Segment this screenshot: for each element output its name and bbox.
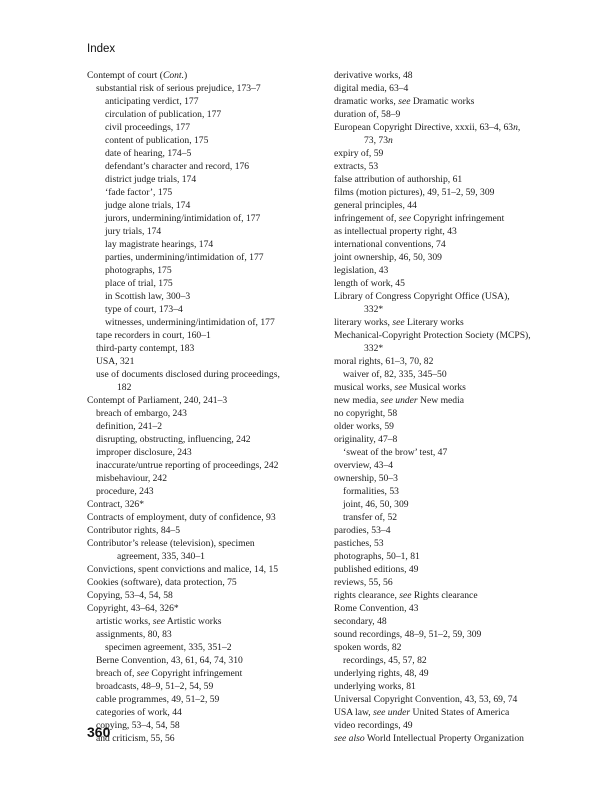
index-entry	[334, 82, 569, 95]
entry-text: duration of, 58–9	[334, 109, 401, 120]
page-header: Index	[87, 43, 116, 55]
index-entry	[87, 251, 327, 264]
entry-text: place of trial, 175	[105, 278, 173, 289]
index-entry	[334, 407, 569, 420]
entry-text: use of documents disclosed during proceedings,	[96, 369, 280, 380]
entry-text: published editions, 49	[334, 564, 419, 575]
entry-text: extracts, 53	[334, 161, 379, 172]
index-entry	[334, 329, 569, 342]
entry-text: substantial risk of serious prejudice, 173–7	[96, 83, 261, 94]
entry-text: Universal Copyright Convention, 43, 53, 69, 74	[334, 694, 518, 705]
entry-text-after: New media	[417, 395, 465, 406]
index-entry	[334, 563, 569, 576]
index-entry	[334, 667, 569, 680]
entry-text: photographs, 175	[105, 265, 172, 276]
entry-text: copying, 53–4, 54, 58	[96, 720, 180, 731]
entry-text: new media,	[334, 395, 381, 406]
entry-text: in Scottish law, 300–3	[105, 291, 191, 302]
entry-italic: see under	[380, 395, 418, 406]
entry-text: secondary, 48	[334, 616, 387, 627]
entry-text: literary works,	[334, 317, 393, 328]
entry-text: Contracts of employment, duty of confidence, 93	[87, 512, 276, 523]
entry-text: artistic works,	[96, 616, 153, 627]
index-entry	[334, 498, 569, 511]
entry-italic: see	[399, 590, 412, 601]
entry-text-after: Copyright infringement	[411, 213, 505, 224]
index-entry	[334, 212, 569, 225]
entry-text-after: )	[184, 70, 188, 81]
index-entry	[334, 290, 569, 303]
index-entry	[87, 329, 327, 342]
entry-text: assignments, 80, 83	[96, 629, 172, 640]
index-entry	[87, 121, 327, 134]
entry-text: disrupting, obstructing, influencing, 242	[96, 434, 251, 445]
entry-text: specimen agreement, 335, 351–2	[105, 642, 232, 653]
index-entry	[87, 134, 327, 147]
entry-text: Contempt of Parliament, 240, 241–3	[87, 395, 228, 406]
index-entry	[334, 160, 569, 173]
index-entry	[334, 589, 569, 602]
entry-text: broadcasts, 48–9, 51–2, 54, 59	[96, 681, 214, 692]
entry-text: general principles, 44	[334, 200, 417, 211]
index-entry	[87, 316, 327, 329]
entry-text: video recordings, 49	[334, 720, 413, 731]
index-entry	[87, 264, 327, 277]
index-entry	[87, 225, 327, 238]
index-entry	[87, 654, 327, 667]
entry-text-after: United States of America	[410, 707, 510, 718]
entry-text-after: Musical works	[406, 382, 466, 393]
entry-italic: see	[136, 668, 150, 679]
index-entry	[87, 602, 327, 615]
index-entry	[87, 485, 327, 498]
entry-text: overview, 43–4	[334, 460, 394, 471]
index-entry	[87, 394, 327, 407]
entry-text: Berne Convention, 43, 61, 64, 74, 310	[96, 655, 243, 666]
entry-text: Mechanical-Copyright Protection Society (MCPS),	[334, 330, 531, 341]
index-entry	[87, 628, 327, 641]
index-entry	[87, 524, 327, 537]
index-entry	[87, 173, 327, 186]
entry-text: expiry of, 59	[334, 148, 384, 159]
index-entry	[334, 459, 569, 472]
index-entry	[334, 654, 569, 667]
entry-text: Copyright, 43–64, 326*	[87, 603, 179, 614]
page-number: 360	[87, 724, 111, 740]
entry-text: cable programmes, 49, 51–2, 59	[96, 694, 220, 705]
entry-text: formalities, 53	[343, 486, 399, 497]
entry-text: photographs, 50–1, 81	[334, 551, 420, 562]
entry-text: circulation of publication, 177	[105, 109, 222, 120]
entry-text: underlying rights, 48, 49	[334, 668, 429, 679]
entry-italic: see	[394, 382, 407, 393]
index-entry	[334, 446, 569, 459]
index-entry	[334, 628, 569, 641]
index-entry	[87, 303, 327, 316]
entry-text-after: Copyright infringement	[149, 668, 243, 679]
entry-text: joint, 46, 50, 309	[343, 499, 409, 510]
index-entry	[334, 472, 569, 485]
entry-text: originality, 47–8	[334, 434, 398, 445]
entry-text: civil proceedings, 177	[105, 122, 190, 133]
entry-text: defendant’s character and record, 176	[105, 161, 250, 172]
index-entry	[334, 173, 569, 186]
entry-text: derivative works, 48	[334, 70, 413, 81]
index-entry	[334, 550, 569, 563]
entry-text: Contempt of court (	[87, 70, 163, 81]
index-entry	[334, 420, 569, 433]
index-entry	[87, 563, 327, 576]
entry-text: ‘sweat of the brow’ test, 47	[343, 447, 448, 458]
index-entry	[334, 199, 569, 212]
index-entry	[334, 95, 569, 108]
entry-text: moral rights, 61–3, 70, 82	[334, 356, 434, 367]
index-entry	[87, 667, 327, 680]
entry-text: lay magistrate hearings, 174	[105, 239, 214, 250]
index-entry	[334, 524, 569, 537]
index-entry	[334, 134, 569, 147]
index-entry	[87, 407, 327, 420]
index-entry	[87, 680, 327, 693]
entry-text: definition, 241–2	[96, 421, 163, 432]
entry-text: jury trials, 174	[105, 226, 162, 237]
index-entry	[334, 394, 569, 407]
index-entry	[334, 680, 569, 693]
entry-text: USA law,	[334, 707, 374, 718]
entry-text: Cookies (software), data protection, 75	[87, 577, 237, 588]
index-entry	[334, 615, 569, 628]
entry-text: parodies, 53–4	[334, 525, 391, 536]
index-entry	[87, 355, 327, 368]
entry-italic: see	[392, 317, 405, 328]
index-entry	[87, 147, 327, 160]
entry-italic: see	[398, 96, 411, 107]
entry-text: length of work, 45	[334, 278, 405, 289]
index-entry	[87, 511, 327, 524]
index-entry	[334, 511, 569, 524]
entry-text: Convictions, spent convictions and malice, 14, 15	[87, 564, 279, 575]
entry-text: and criticism, 55, 56	[96, 733, 175, 744]
index-entry	[87, 719, 327, 732]
index-entry	[334, 381, 569, 394]
index-entry	[87, 589, 327, 602]
entry-text-after: Rights clearance	[411, 590, 478, 601]
index-entry	[334, 277, 569, 290]
entry-text: anticipating verdict, 177	[105, 96, 199, 107]
entry-text: dramatic works,	[334, 96, 399, 107]
index-entry	[334, 121, 569, 134]
entry-text: 182	[117, 382, 132, 393]
entry-text: Library of Congress Copyright Office (USA),	[334, 291, 510, 302]
index-entry	[334, 316, 569, 329]
index-entry	[334, 147, 569, 160]
index-entry	[334, 251, 569, 264]
entry-text: jurors, undermining/intimidation of, 177	[105, 213, 261, 224]
entry-text-after: World Intellectual Property Organization	[364, 733, 524, 744]
entry-text: as intellectual property right, 43	[334, 226, 457, 237]
entry-italic: see also	[334, 733, 365, 744]
entry-text: ‘fade factor’, 175	[105, 187, 173, 198]
entry-italic: n	[513, 122, 518, 133]
index-entry	[334, 485, 569, 498]
entry-italic: Cont.	[162, 70, 184, 81]
entry-text: recordings, 45, 57, 82	[343, 655, 427, 666]
entry-text: films (motion pictures), 49, 51–2, 59, 309	[334, 187, 495, 198]
index-entry	[334, 719, 569, 732]
entry-text: Contributor’s release (television), specimen	[87, 538, 255, 549]
entry-text: ownership, 50–3	[334, 473, 398, 484]
entry-text: no copyright, 58	[334, 408, 398, 419]
index-entry	[334, 641, 569, 654]
index-entry	[87, 342, 327, 355]
entry-text-after: ,	[517, 122, 521, 133]
index-entry	[334, 108, 569, 121]
index-entry	[334, 576, 569, 589]
index-entry	[334, 225, 569, 238]
entry-text: agreement, 335, 340–1	[117, 551, 205, 562]
index-entry	[334, 342, 569, 355]
entry-italic: see	[152, 616, 166, 627]
index-entry	[87, 277, 327, 290]
entry-text: pastiches, 53	[334, 538, 384, 549]
entry-text: waiver of, 82, 335, 345–50	[343, 369, 447, 380]
index-entry	[87, 160, 327, 173]
index-entry	[87, 186, 327, 199]
index-entry	[87, 537, 327, 550]
entry-text: transfer of, 52	[343, 512, 398, 523]
entry-text: international conventions, 74	[334, 239, 446, 250]
entry-italic: see	[398, 213, 411, 224]
index-entry	[334, 537, 569, 550]
index-entry	[87, 212, 327, 225]
entry-text: Contributor rights, 84–5	[87, 525, 181, 536]
entry-text: Copying, 53–4, 54, 58	[87, 590, 173, 601]
entry-text: digital media, 63–4	[334, 83, 409, 94]
entry-text: inaccurate/untrue reporting of proceedings, 242	[96, 460, 279, 471]
entry-text: parties, undermining/intimidation of, 177	[105, 252, 264, 263]
entry-text: 332*	[364, 343, 384, 354]
entry-text: type of court, 173–4	[105, 304, 183, 315]
entry-text: infringement of,	[334, 213, 399, 224]
index-column-left	[87, 69, 327, 745]
index-entry	[87, 69, 327, 82]
entry-text: legislation, 43	[334, 265, 389, 276]
entry-text: 332*	[364, 304, 384, 315]
entry-text: musical works,	[334, 382, 395, 393]
entry-text: spoken words, 82	[334, 642, 402, 653]
entry-text: third-party contempt, 183	[96, 343, 195, 354]
index-entry	[87, 420, 327, 433]
entry-text: procedure, 243	[96, 486, 154, 497]
index-entry	[87, 95, 327, 108]
index-entry	[87, 82, 327, 95]
index-entry	[334, 732, 569, 745]
index-entry	[87, 472, 327, 485]
index-entry	[87, 615, 327, 628]
index-entry	[87, 381, 327, 394]
entry-text: 73, 73	[364, 135, 388, 146]
entry-text: Rome Convention, 43	[334, 603, 419, 614]
index-entry	[334, 69, 569, 82]
entry-italic: see under	[373, 707, 411, 718]
index-entry	[87, 498, 327, 511]
index-entry	[87, 199, 327, 212]
index-entry	[87, 238, 327, 251]
index-entry	[334, 355, 569, 368]
index-entry	[87, 693, 327, 706]
entry-italic: n	[387, 135, 393, 146]
entry-text-after: Artistic works	[165, 616, 222, 627]
entry-text: witnesses, undermining/intimidation of, 177	[105, 317, 275, 328]
index-column-right	[334, 69, 569, 745]
entry-text-after: Literary works	[404, 317, 464, 328]
index-entry	[87, 368, 327, 381]
entry-text: improper disclosure, 243	[96, 447, 192, 458]
entry-text: misbehaviour, 242	[96, 473, 168, 484]
index-entry	[87, 706, 327, 719]
entry-text: USA, 321	[96, 356, 135, 367]
index-entry	[334, 706, 569, 719]
entry-text: date of hearing, 174–5	[105, 148, 192, 159]
entry-text: joint ownership, 46, 50, 309	[334, 252, 442, 263]
index-entry	[334, 186, 569, 199]
index-entry	[334, 602, 569, 615]
entry-text: judge alone trials, 174	[105, 200, 191, 211]
entry-text: breach of,	[96, 668, 137, 679]
entry-text: content of publication, 175	[105, 135, 209, 146]
entry-text: reviews, 55, 56	[334, 577, 393, 588]
entry-text: tape recorders in court, 160–1	[96, 330, 211, 341]
index-entry	[334, 693, 569, 706]
entry-text: Contract, 326*	[87, 499, 145, 510]
index-entry	[87, 446, 327, 459]
entry-text: older works, 59	[334, 421, 394, 432]
index-entry	[334, 368, 569, 381]
index-entry	[87, 290, 327, 303]
entry-text: false attribution of authorship, 61	[334, 174, 463, 185]
index-entry	[87, 433, 327, 446]
entry-text-after: Dramatic works	[410, 96, 475, 107]
index-entry	[87, 576, 327, 589]
index-entry	[87, 641, 327, 654]
index-entry	[87, 550, 327, 563]
entry-text: district judge trials, 174	[105, 174, 197, 185]
entry-text: European Copyright Directive, xxxii, 63–4, 63	[334, 122, 514, 133]
index-entry	[334, 264, 569, 277]
index-entry	[334, 238, 569, 251]
index-entry	[87, 459, 327, 472]
index-entry	[334, 433, 569, 446]
entry-text: sound recordings, 48–9, 51–2, 59, 309	[334, 629, 482, 640]
entry-text: underlying works, 81	[334, 681, 416, 692]
entry-text: rights clearance,	[334, 590, 400, 601]
index-entry	[334, 303, 569, 316]
index-entry	[87, 108, 327, 121]
entry-text: categories of work, 44	[96, 707, 182, 718]
entry-text: breach of embargo, 243	[96, 408, 187, 419]
index-entry	[87, 732, 327, 745]
